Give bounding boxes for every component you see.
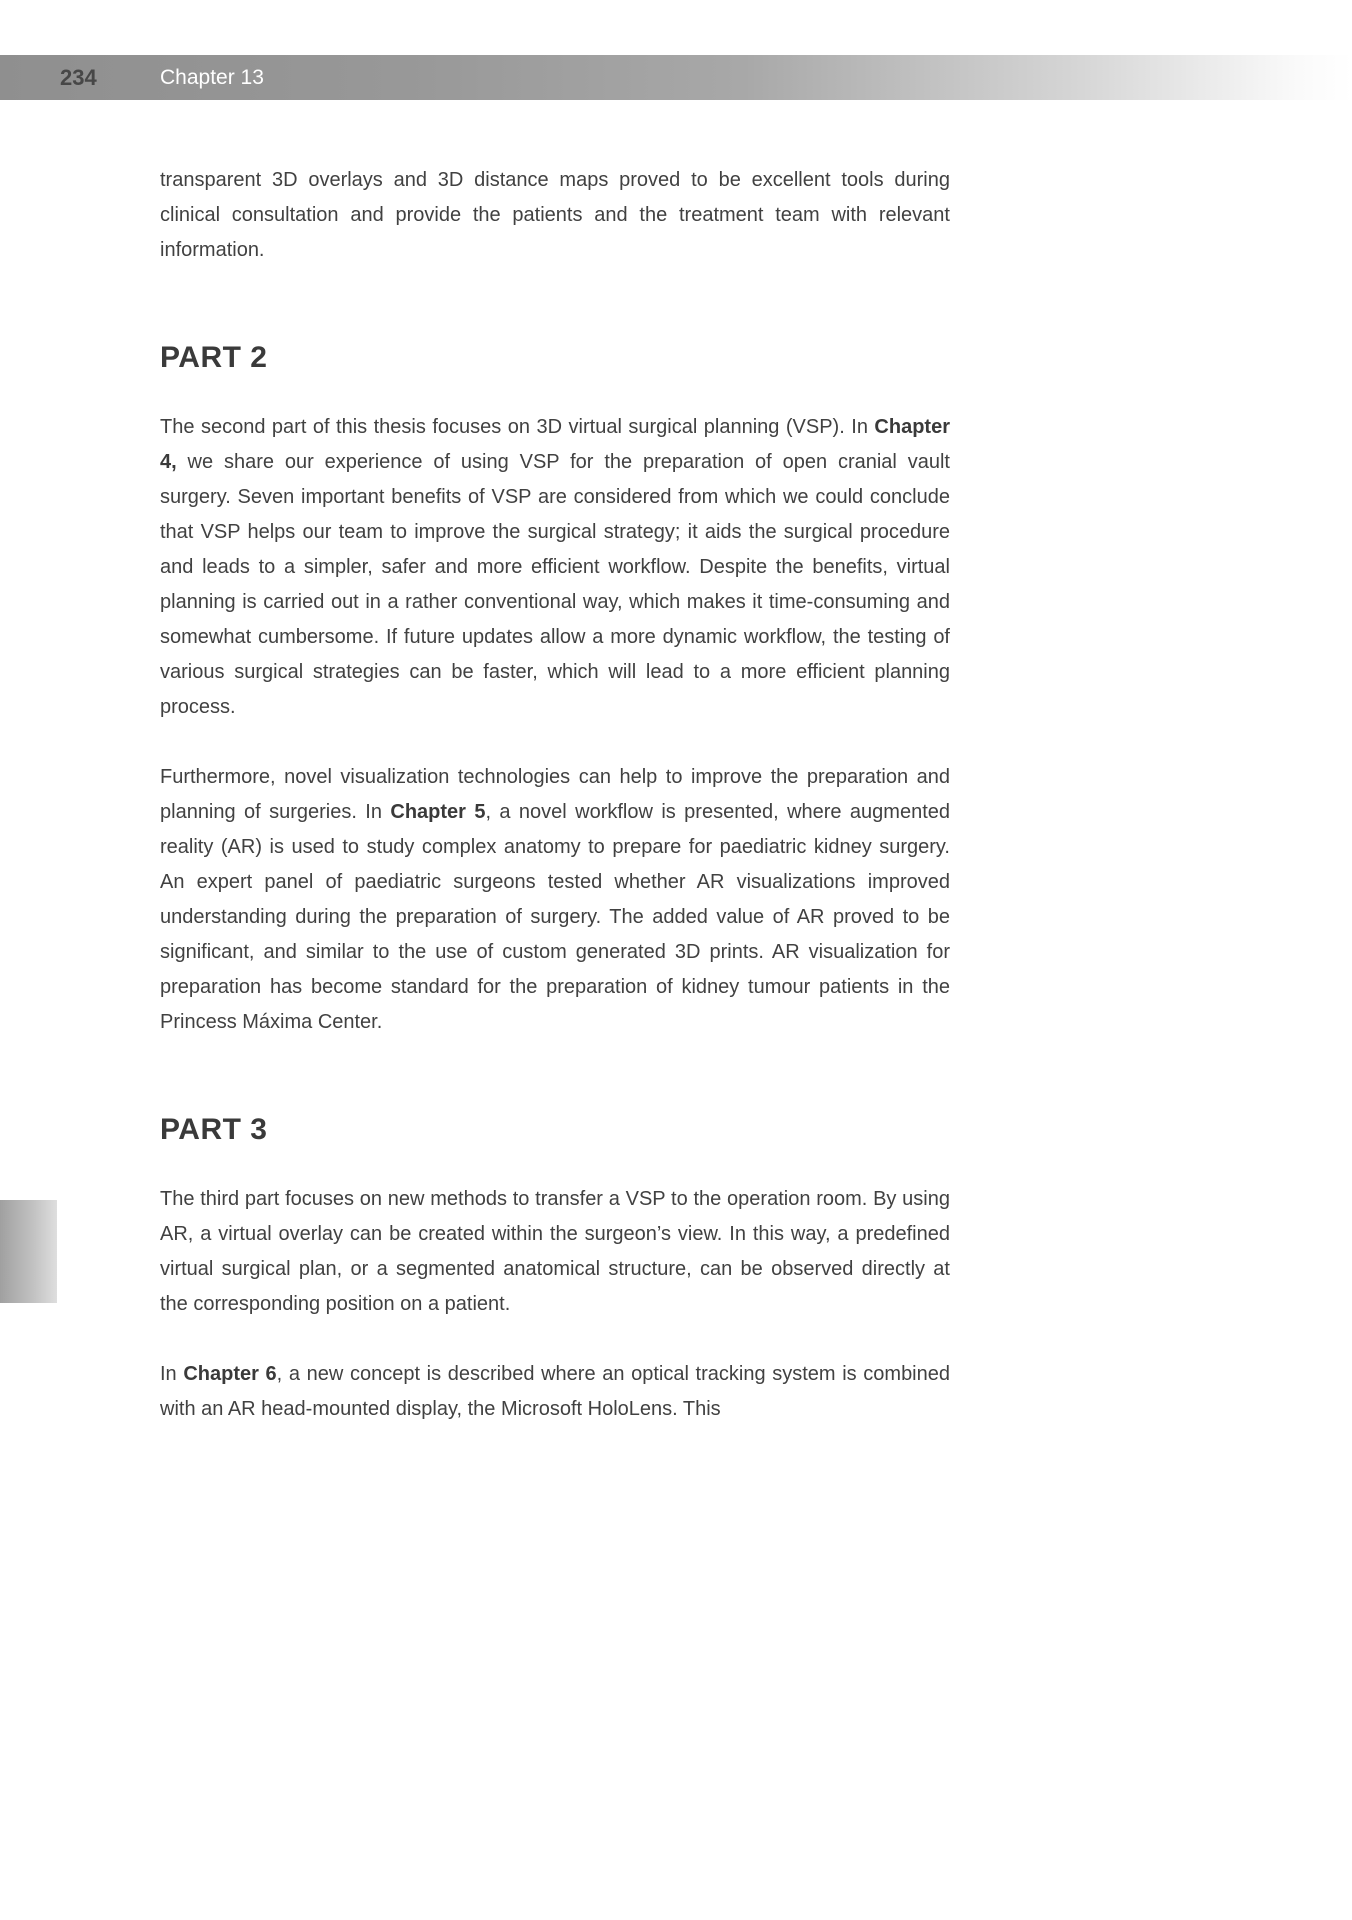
chapter-side-tab — [0, 1200, 57, 1303]
chapter-label: Chapter 13 — [160, 65, 264, 89]
paragraph-part3-second — [160, 1357, 950, 1427]
paragraph-intro — [160, 163, 950, 268]
bold-text-run: Chapter 4, — [160, 416, 950, 473]
page-content — [160, 163, 950, 1462]
page-number: 234 — [60, 64, 97, 90]
text-run: Furthermore, novel visualization technologies can help to improve the preparation and planning of surgeries. In — [160, 766, 950, 823]
paragraph-part2-first — [160, 410, 950, 725]
part-2-heading: PART 2 — [160, 341, 268, 374]
bold-text-run: Chapter 5 — [390, 801, 486, 823]
chapter-header-bar — [0, 55, 1352, 100]
text-run: The third part focuses on new methods to transfer a VSP to the operation room. By using AR, a virtual overlay can be created within the surgeon’s view. In this way, a predefined virtual surgical plan, or a segmented anatomical structure, can be observed directly at the corresponding position on a patient. — [160, 1188, 950, 1315]
text-run: we share our experience of using VSP for the preparation of open cranial vault surgery. Seven important benefits of VSP are considered from which we could conclude that VSP helps our team to improve the surgical strategy; it aids the surgical procedure and leads to a simpler, safer and more efficient workflow. Despite the benefits, virtual planning is carried out in a rather conventional way, which makes it time-consuming and somewhat cumbersome. If future updates allow a more dynamic workflow, the testing of various surgical strategies can be faster, which will lead to a more efficient planning process. — [160, 451, 950, 718]
text-run: , a new concept is described where an optical tracking system is combined with an AR head-mounted display, the Microsoft HoloLens. This — [160, 1363, 950, 1420]
text-run: In — [160, 1363, 184, 1385]
paragraph-part3-first — [160, 1182, 950, 1322]
paragraph-part2-second — [160, 760, 950, 1040]
text-run: , a novel workflow is presented, where augmented reality (AR) is used to study complex anatomy to prepare for paediatric kidney surgery. An expert panel of paediatric surgeons tested whether AR visualizations improved understanding during the preparation of surgery. The added value of AR proved to be significant, and similar to the use of custom generated 3D prints. AR visualization for preparation has become standard for the preparation of kidney tumour patients in the Princess Máxima Center. — [160, 801, 951, 1033]
text-run: transparent 3D overlays and 3D distance maps proved to be excellent tools during clinical consultation and provide the patients and the treatment team with relevant information. — [160, 169, 950, 261]
part-3-heading: PART 3 — [160, 1113, 268, 1146]
bold-text-run: Chapter 6 — [183, 1363, 277, 1385]
text-run: The second part of this thesis focuses on 3D virtual surgical planning (VSP). In — [160, 416, 875, 438]
